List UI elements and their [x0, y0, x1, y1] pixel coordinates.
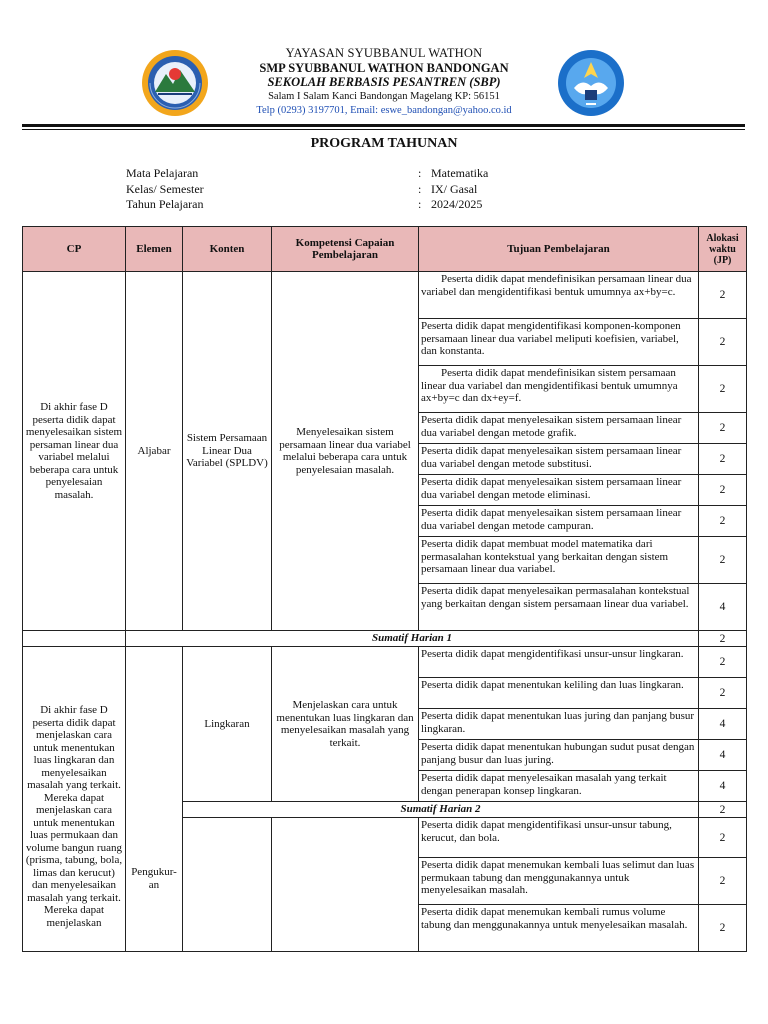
jp-cell: 2	[699, 537, 747, 584]
konten-cell: Sistem Persamaan Linear Dua Variabel (SPLDV)	[183, 272, 272, 631]
sumatif-label: Sumatif Harian 1	[126, 631, 699, 647]
tujuan-cell: Peserta didik dapat menentukan hubungan sudut pusat dengan panjang busur dan luas juring.	[419, 740, 699, 771]
header-rule-thin	[22, 129, 745, 130]
letterhead-text	[200, 46, 568, 119]
jp-cell: 2	[699, 631, 747, 647]
col-header-tujuan: Tujuan Pembelajaran	[419, 227, 699, 272]
jp-cell: 2	[699, 413, 747, 444]
kompetensi-cell-empty	[272, 818, 419, 952]
sumatif-label: Sumatif Harian 2	[183, 802, 699, 818]
meta-value: 2024/2025	[431, 197, 483, 211]
tujuan-cell: Peserta didik dapat mengidentifikasi unsur-unsur lingkaran.	[419, 647, 699, 678]
col-header-alokasi: Alokasi waktu (JP)	[699, 227, 747, 272]
jp-cell: 2	[699, 506, 747, 537]
meta-colon: :	[418, 166, 422, 180]
school-tagline: SEKOLAH BERBASIS PESANTREN (SBP)	[267, 75, 501, 89]
kompetensi-cell: Menjelaskan cara untuk menentukan luas lingkaran dan menyelesaikan masalah yang terkait.	[272, 647, 419, 802]
tujuan-cell: Peserta didik dapat mengidentifikasi komponen-komponen persamaan linear dua variabel meliputi koefisien, variabel, dan konstanta.	[419, 319, 699, 366]
meta-value: Matematika	[431, 166, 489, 180]
tujuan-cell: Peserta didik dapat menyelesaikan sistem persamaan linear dua variabel dengan metode eliminasi.	[419, 475, 699, 506]
col-header-cp: CP	[23, 227, 126, 272]
school-address: Salam I Salam Kanci Bandongan Magelang KP: 56151	[268, 90, 500, 102]
col-header-elemen: Elemen	[126, 227, 183, 272]
annual-program-table	[22, 226, 747, 952]
meta-label: Kelas/ Semester	[126, 181, 204, 196]
sumatif-row	[23, 631, 747, 647]
document-meta	[126, 166, 686, 213]
meta-academic-year	[126, 197, 686, 213]
table-row	[23, 647, 747, 678]
col-header-kompetensi: Kompetensi Capaian Pembelajaran	[272, 227, 419, 272]
kompetensi-cell: Menyelesaikan sistem persamaan linear dua variabel melalui beberapa cara untuk penyelesaian masalah.	[272, 272, 419, 631]
tujuan-cell: Peserta didik dapat menyelesaikan masalah yang terkait dengan penerapan konsep lingkaran.	[419, 771, 699, 802]
jp-cell: 2	[699, 905, 747, 952]
jp-cell: 2	[699, 818, 747, 858]
letterhead	[0, 0, 768, 124]
tujuan-cell: Peserta didik dapat mendefinisikan sistem persamaan linear dua variabel dan mengidentifikasi bentuk umumnya ax+by=c dan dx+ey=f.	[419, 366, 699, 413]
jp-cell: 2	[699, 678, 747, 709]
tujuan-cell: Peserta didik dapat menemukan kembali rumus volume tabung dan menggunakannya untuk menyelesaikan masalah.	[419, 905, 699, 952]
meta-colon: :	[418, 197, 422, 211]
cp-cell	[23, 647, 126, 952]
jp-cell: 2	[699, 647, 747, 678]
meta-value: IX/ Gasal	[431, 181, 478, 196]
school-name: SMP SYUBBANUL WATHON BANDONGAN	[259, 60, 509, 75]
school-contact: Telp (0293) 3197701, Email: eswe_bandongan@yahoo.co.id	[256, 105, 512, 116]
jp-cell: 2	[699, 444, 747, 475]
jp-cell: 2	[699, 366, 747, 413]
jp-cell: 2	[699, 802, 747, 818]
jp-cell: 4	[699, 584, 747, 631]
jp-cell: 2	[699, 858, 747, 905]
jp-cell: 2	[699, 319, 747, 366]
tujuan-cell: Peserta didik dapat menemukan kembali luas selimut dan luas permukaan tabung dan menggunakannya untuk menyelesaikan masalah.	[419, 858, 699, 905]
tujuan-cell: Peserta didik dapat menyelesaikan sistem persamaan linear dua variabel dengan metode campuran.	[419, 506, 699, 537]
konten-cell: Lingkaran	[183, 647, 272, 802]
tujuan-cell: Peserta didik dapat menentukan luas juring dan panjang busur lingkaran.	[419, 709, 699, 740]
table-row	[23, 272, 747, 319]
meta-colon: :	[418, 181, 422, 196]
col-header-konten: Konten	[183, 227, 272, 272]
header-rule-thick	[22, 124, 745, 127]
table-header-row	[23, 227, 747, 272]
spacer-cell	[23, 631, 126, 647]
cp-cell: Di akhir fase D peserta didik dapat menyelesaikan sistem persaman linear dua variabel melalui beberapa cara untuk penyelesaian masalah.	[23, 272, 126, 631]
meta-class-semester	[126, 182, 686, 198]
jp-cell: 2	[699, 272, 747, 319]
elemen-cell: Aljabar	[126, 272, 183, 631]
jp-cell: 4	[699, 771, 747, 802]
konten-cell-empty	[183, 818, 272, 952]
foundation-name: YAYASAN SYUBBANUL WATHON	[285, 46, 483, 60]
jp-cell: 4	[699, 709, 747, 740]
meta-label: Mata Pelajaran	[126, 166, 199, 180]
tujuan-cell: Peserta didik dapat membuat model matematika dari permasalahan kontekstual yang berkaitan dengan sistem persamaan linear dua variabel.	[419, 537, 699, 584]
tujuan-cell: Peserta didik dapat mengidentifikasi unsur-unsur tabung, kerucut, dan bola.	[419, 818, 699, 858]
tut-wuri-handayani-logo	[556, 48, 626, 118]
cp-text: Di akhir fase D peserta didik dapat menjelaskan cara untuk menentukan luas lingkaran dan menyelesaikan masalah yang terkait. Mereka dapat menjelaskan cara untuk menentukan luas permukaan dan volume bangun ruang (prisma, tabung, bola, limas dan kerucut) dan menyelesaikan masalah yang terkait. Mereka dapat menjelaskan	[25, 704, 123, 929]
meta-subject	[126, 166, 686, 182]
jp-cell: 4	[699, 740, 747, 771]
document-title: PROGRAM TAHUNAN	[310, 136, 458, 151]
tujuan-cell: Peserta didik dapat menyelesaikan sistem persamaan linear dua variabel dengan metode substitusi.	[419, 444, 699, 475]
elemen-cell: Pengukur-an	[126, 647, 183, 952]
meta-label: Tahun Pelajaran	[126, 197, 204, 211]
tujuan-cell: Peserta didik dapat menentukan keliling dan luas lingkaran.	[419, 678, 699, 709]
jp-cell: 2	[699, 475, 747, 506]
tujuan-cell: Peserta didik dapat mendefinisikan persamaan linear dua variabel dan mengidentifikasi bentuk umumnya ax+by=c.	[419, 272, 699, 319]
tujuan-cell: Peserta didik dapat menyelesaikan permasalahan kontekstual yang berkaitan dengan sistem persamaan linear dua variabel.	[419, 584, 699, 631]
tujuan-cell: Peserta didik dapat menyelesaikan sistem persamaan linear dua variabel dengan metode grafik.	[419, 413, 699, 444]
